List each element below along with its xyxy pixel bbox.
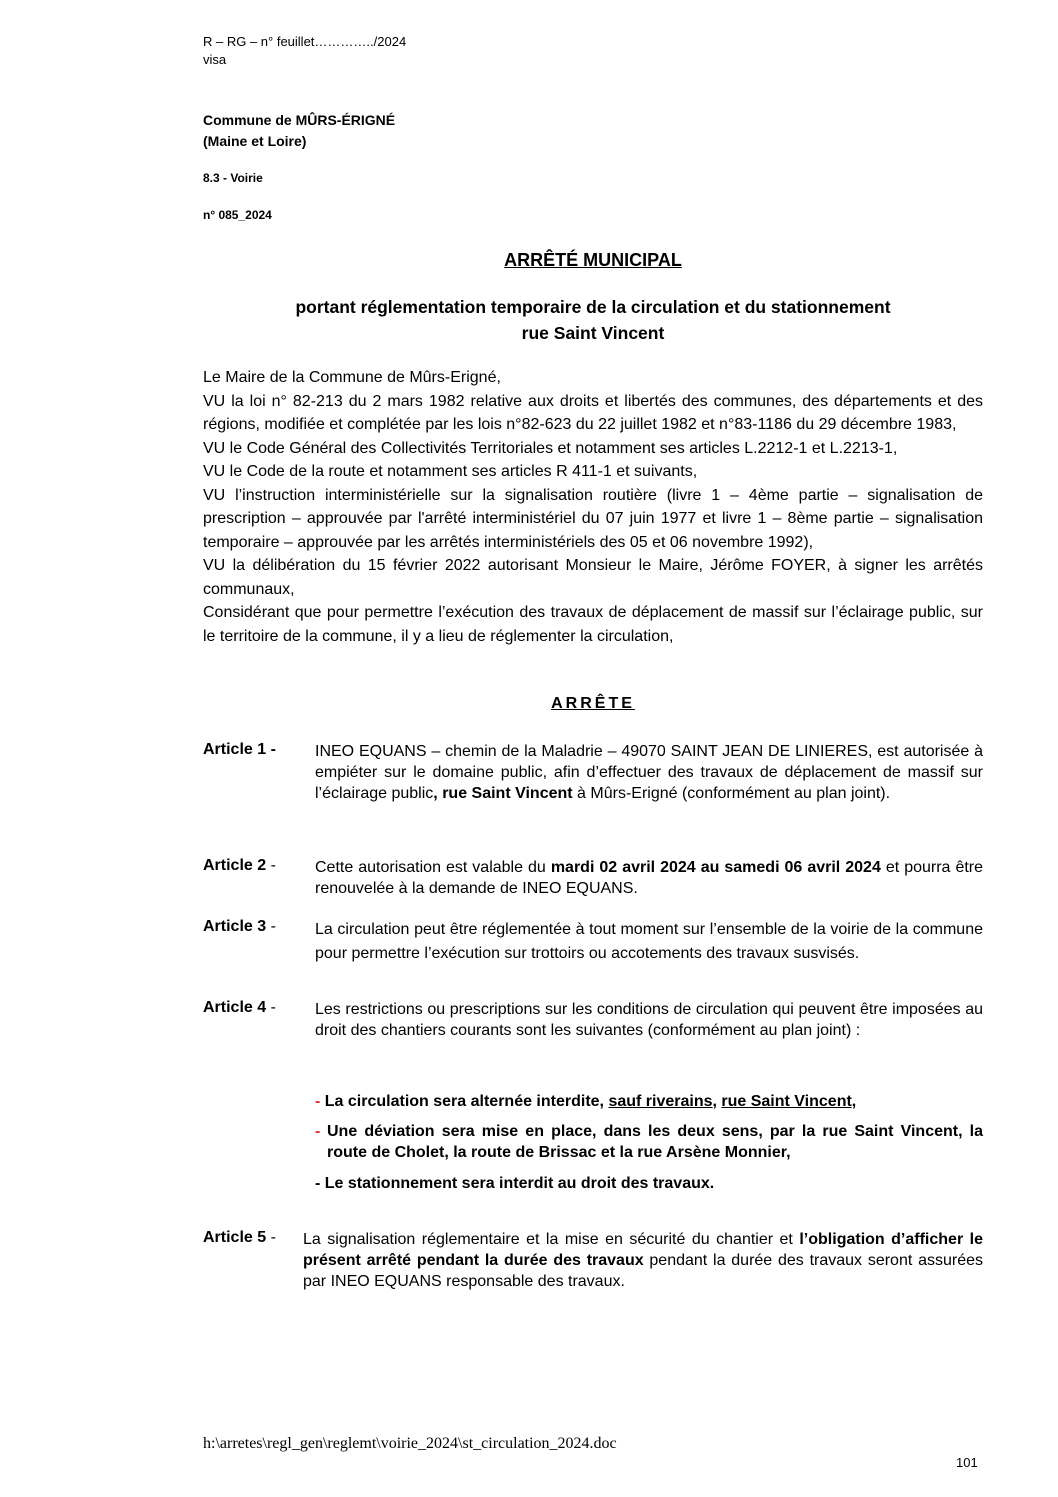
category-label: 8.3 - Voirie (203, 171, 263, 185)
preamble-paragraph: VU la délibération du 15 février 2022 autorisant Monsieur le Maire, Jérôme FOYER, à signer les arrêtés communaux, (203, 557, 983, 598)
article-label-text: Article 4 (203, 999, 267, 1016)
article-4-bullet-2 (315, 1121, 983, 1163)
subtitle-line: rue Saint Vincent (521, 323, 665, 343)
visa-line: visa (203, 52, 227, 67)
article-text-part: à Mûrs-Erigné (conformément au plan joint). (572, 785, 891, 802)
article-label-dash: - (266, 1229, 276, 1246)
article-1-label (203, 741, 276, 759)
reference-line: R – RG – n° feuillet…………../2024 (203, 34, 407, 49)
article-text-bold: , rue Saint Vincent (433, 785, 573, 802)
preamble-paragraph: VU le Code Général des Collectivités Territoriales et notamment ses articles L.2212-1 et L.2213-1, (203, 439, 898, 457)
article-3-text: La circulation peut être réglementée à tout moment sur l’ensemble de la voirie de la commune pour permettre l’exécution sur trottoirs ou accotements des travaux susvisés. (315, 921, 983, 962)
preamble-paragraph: Considérant que pour permettre l’exécution des travaux de déplacement de massif sur l’éclairage public, sur le territoire de la commune, il y a lieu de réglementer la circulation, (203, 604, 983, 645)
file-path: h:\arretes\regl_gen\reglemt\voirie_2024\st_circulation_2024.doc (203, 1435, 617, 1452)
preamble-paragraph: VU la loi n° 82-213 du 2 mars 1982 relative aux droits et libertés des communes, des départements et des régions, modifiée et complétée par les lois n°82-623 du 22 juillet 1982 et n°83-1186 du 29 décembre 1983, (203, 392, 983, 433)
article-text-part: Cette autorisation est valable du (315, 859, 551, 876)
bullet-text: La circulation sera alternée interdite, (324, 1093, 609, 1110)
article-label-text: Article 1 - (203, 741, 276, 758)
page-number: 101 (956, 1455, 978, 1470)
article-text-part: INEO EQUANS – chemin de la Maladrie – 49070 SAINT JEAN DE LINIERES, est autorisée à empiéter sur le domaine public, afin d’effectuer des travaux de déplacement de massif sur l’éclairage public (315, 743, 983, 802)
article-4-bullet-3: - Le stationnement sera interdit au droit des travaux. (315, 1175, 715, 1192)
article-1-text (315, 741, 983, 804)
preamble-paragraph: Le Maire de la Commune de Mûrs-Erigné, (203, 369, 501, 386)
preamble (203, 366, 983, 648)
article-label-text: Article 5 (203, 1229, 267, 1246)
article-2-label (203, 857, 276, 875)
department-name: (Maine et Loire) (203, 133, 307, 149)
article-4-bullet-1 (315, 1091, 983, 1112)
bullet-text-underlined: sauf riverains (608, 1093, 713, 1110)
article-label-dash: - (266, 918, 276, 935)
article-2-text (315, 857, 983, 899)
commune-name: Commune de MÛRS-ÉRIGNÉ (203, 112, 396, 128)
reference-block (203, 33, 406, 69)
article-text-part: pendant la durée des travaux seront assurées par INEO EQUANS responsable des travaux. (303, 1252, 983, 1290)
article-text-bold: mardi 02 avril 2024 au samedi 06 avril 2024 (550, 859, 881, 876)
article-text-part: La signalisation réglementaire et la mise en sécurité du chantier et (303, 1231, 800, 1248)
article-label-dash: - (266, 857, 276, 874)
article-label-text: Article 3 (203, 918, 267, 935)
article-3-label (203, 918, 276, 936)
arrete-heading: ARRÊTE (551, 695, 635, 712)
preamble-paragraph: VU l’instruction interministérielle sur la signalisation routière (livre 1 – 4ème partie – signalisation de prescription – approuvée par l'arrêté interministériel du 07 juin 1977 et livre 1 – 8ème partie – signalisation temporaire – approuvée par les arrêtés interministériels des 05 et 06 novembre 1992), (203, 486, 983, 551)
article-4-label (203, 999, 276, 1017)
decree-number: n° 085_2024 (203, 208, 272, 222)
article-label-dash: - (266, 999, 276, 1016)
document-subtitle (203, 294, 983, 346)
article-text-bold: l’obligation d’afficher le présent arrêté pendant la durée des travaux (303, 1231, 983, 1269)
bullet-text-underlined: rue Saint Vincent, (721, 1093, 857, 1110)
article-5-text (303, 1229, 983, 1292)
article-5-label (203, 1229, 276, 1247)
bullet-text: , (712, 1093, 722, 1110)
bullet-dash: - (315, 1093, 321, 1110)
article-4-text: Les restrictions ou prescriptions sur les conditions de circulation qui peuvent être imposées au droit des chantiers courants sont les suivantes (conformément au plan joint) : (315, 1001, 983, 1039)
document-title: ARRÊTÉ MUNICIPAL (504, 250, 682, 270)
preamble-paragraph: VU le Code de la route et notamment ses articles R 411-1 et suivants, (203, 463, 698, 480)
article-label-text: Article 2 (203, 857, 267, 874)
bullet-text: Une déviation sera mise en place, dans les deux sens, par la rue Saint Vincent, la route de Cholet, la route de Brissac et la rue Arsène Monnier, (327, 1123, 983, 1161)
bullet-dash: - (315, 1123, 321, 1140)
commune-block (203, 110, 395, 152)
article-text-part: et pourra être renouvelée à la demande de INEO EQUANS. (315, 859, 984, 897)
subtitle-line: portant réglementation temporaire de la circulation et du stationnement (295, 297, 891, 317)
